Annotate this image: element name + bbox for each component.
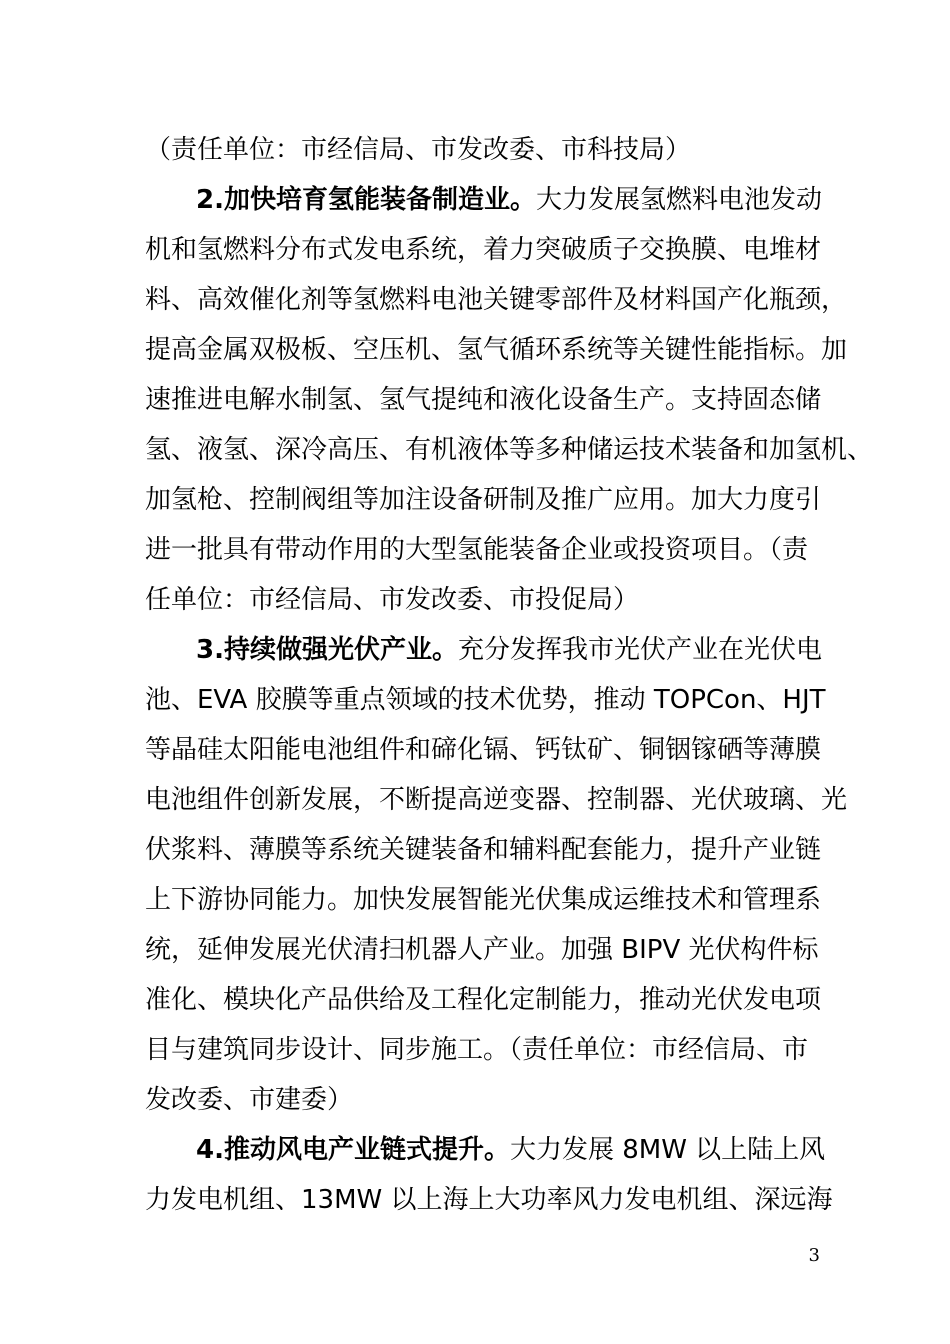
section-3-line: 伏浆料、薄膜等系统关键装备和辅料配套能力，提升产业链 [145, 835, 822, 865]
section-3-line: 目与建筑同步设计、同步施工。（责任单位：市经信局、市 [145, 1035, 809, 1065]
section-3-heading: 3.持续做强光伏产业。 [196, 635, 458, 665]
section-4-line: 力发电机组、13MW 以上海上大功率风力发电机组、深远海 [145, 1185, 833, 1215]
section-3-line: 池、EVA 胶膜等重点领域的技术优势，推动 TOPCon、HJT [145, 685, 826, 715]
section-3-line: 准化、模块化产品供给及工程化定制能力，推动光伏发电项 [145, 985, 822, 1015]
section-4-heading: 4.推动风电产业链式提升。 [196, 1135, 510, 1165]
section-2-line: 提高金属双极板、空压机、氢气循环系统等关键性能指标。加 [145, 335, 848, 365]
section-2-line: 氢、液氢、深冷高压、有机液体等多种储运技术装备和加氢机、 [145, 435, 874, 465]
section-3-line: 上下游协同能力。加快发展智能光伏集成运维技术和管理系 [145, 885, 822, 915]
section-4-first-line [196, 1130, 826, 1170]
section-3-line: 等晶硅太阳能电池组件和碲化镉、钙钛矿、铜铟镓硒等薄膜 [145, 735, 822, 765]
section-2-first-line [196, 180, 826, 220]
section-2-line: 加氢枪、控制阀组等加注设备研制及推广应用。加大力度引 [145, 485, 822, 515]
section-3-line: 发改委、市建委） [145, 1085, 354, 1115]
section-2-line: 进一批具有带动作用的大型氢能装备企业或投资项目。（责 [145, 535, 809, 565]
page-number: 3 [808, 1245, 820, 1266]
responsibility-line: （责任单位：市经信局、市发改委、市科技局） [145, 135, 692, 165]
section-3-line: 统，延伸发展光伏清扫机器人产业。加强 BIPV 光伏构件标 [145, 935, 819, 965]
section-2-line: 速推进电解水制氢、氢气提纯和液化设备生产。支持固态储 [145, 385, 822, 415]
section-3-text: 充分发挥我市光伏产业在光伏电 [457, 635, 822, 665]
section-2-line: 任单位：市经信局、市发改委、市投促局） [145, 585, 640, 615]
section-3-first-line [196, 630, 826, 670]
section-4-text: 大力发展 8MW 以上陆上风 [509, 1135, 826, 1165]
section-2-line: 机和氢燃料分布式发电系统，着力突破质子交换膜、电堆材 [145, 235, 822, 265]
section-2-text: 大力发展氢燃料电池发动 [535, 185, 822, 215]
section-2-heading: 2.加快培育氢能装备制造业。 [196, 185, 536, 215]
section-2-line: 料、高效催化剂等氢燃料电池关键零部件及材料国产化瓶颈， [145, 285, 848, 315]
section-3-line: 电池组件创新发展，不断提高逆变器、控制器、光伏玻璃、光 [145, 785, 848, 815]
